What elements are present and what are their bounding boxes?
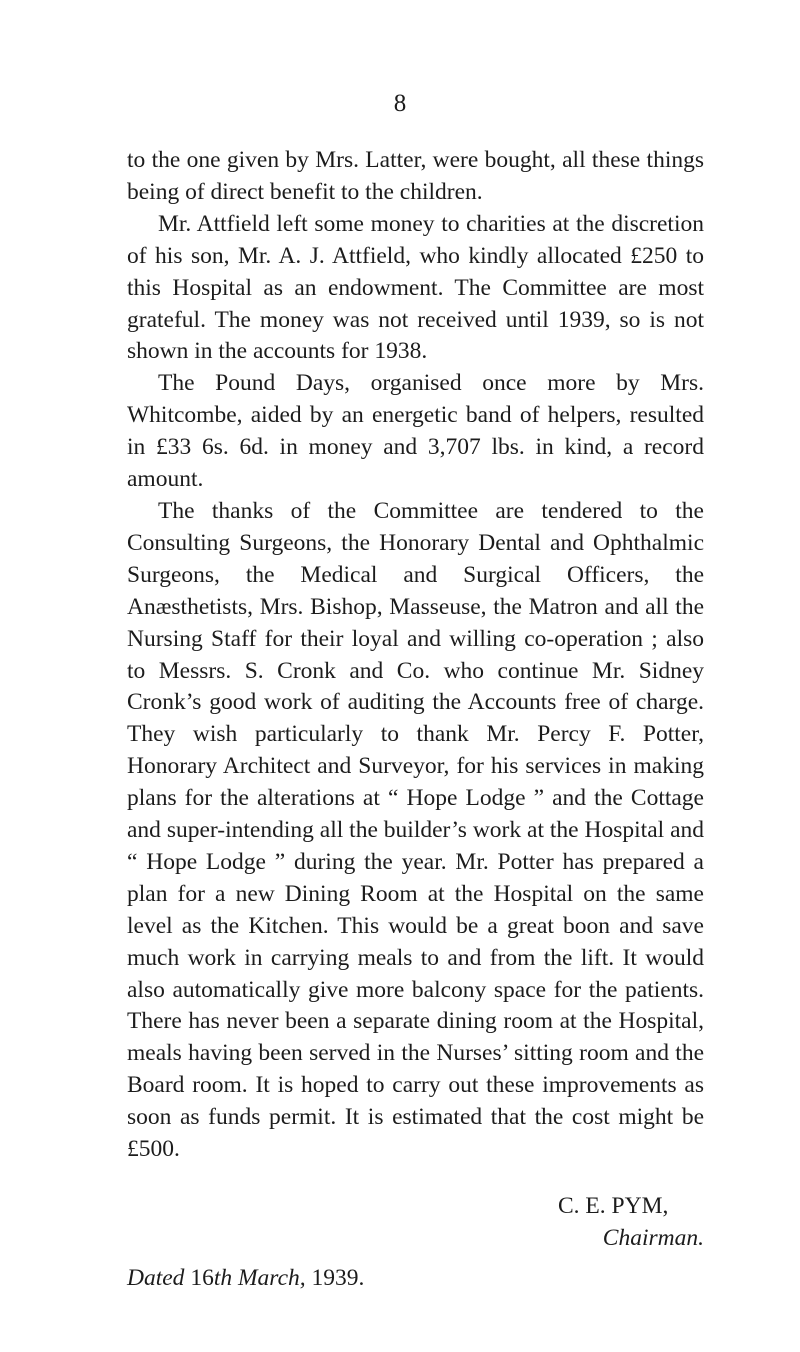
dated-year: 1939. <box>311 1265 365 1291</box>
paragraph-endowment: Mr. Attfield left some money to charities at the discretion of his son, Mr. A. J. Attfield, who kindly allocated £250 to this Hospital as an endowment. The Committee are most grateful. The money was not received until 1939, so is not shown in the accounts for 1938. <box>127 210 704 365</box>
dated-month: March, <box>237 1265 306 1291</box>
dated-word: Dated <box>127 1265 185 1291</box>
paragraph-gifts: to the one given by Mrs. Latter, were bought, all these things being of direct benefit to the children. <box>127 147 704 205</box>
report-body <box>127 145 704 1166</box>
dated-day: 16th <box>190 1265 233 1291</box>
page-number: 8 <box>393 90 407 117</box>
paragraph-pound-days: The Pound Days, organised once more by Mrs. Whitcombe, aided by an energetic band of helpers, resulted in £33 6s. 6d. in money and 3,707 lbs. in kind, a record amount. <box>127 370 704 493</box>
paragraph-thanks: The thanks of the Committee are tendered to the Consulting Surgeons, the Honorary Dental and Ophthalmic Surgeons, the Medical and Surgical Officers, the Anæsthetists, Mrs. Bishop, Masseuse, the Matron and all the Nursing Staff for their loyal and willing co-operation ; also to Messrs. S. Cronk and Co. who continue Mr. Sidney Cronk’s good work of auditing the Accounts free of charge. They wish particularly to thank Mr. Percy F. Potter, Honorary Architect and Surveyor, for his services in making plans for the alterations at “ Hope Lodge ” and the Cottage and super-intending all the builder’s work at the Hospital and “ Hope Lodge ” during the year. Mr. Potter has prepared a plan for a new Dining Room at the Hospital on the same level as the Kitchen. This would be a great boon and save much work in carrying meals to and from the lift. It would also automatically give more balcony space for the patients. There has never been a separate dining room at the Hospital, meals having been served in the Nurses’ sitting room and the Board room. It is hoped to carry out these improvements as soon as funds permit. It is estimated that the cost might be £500. <box>127 497 704 1163</box>
signatory-title: Chairman. <box>602 1225 704 1251</box>
signatory-name: C. E. PYM, <box>558 1193 669 1219</box>
date-line <box>127 1262 364 1294</box>
